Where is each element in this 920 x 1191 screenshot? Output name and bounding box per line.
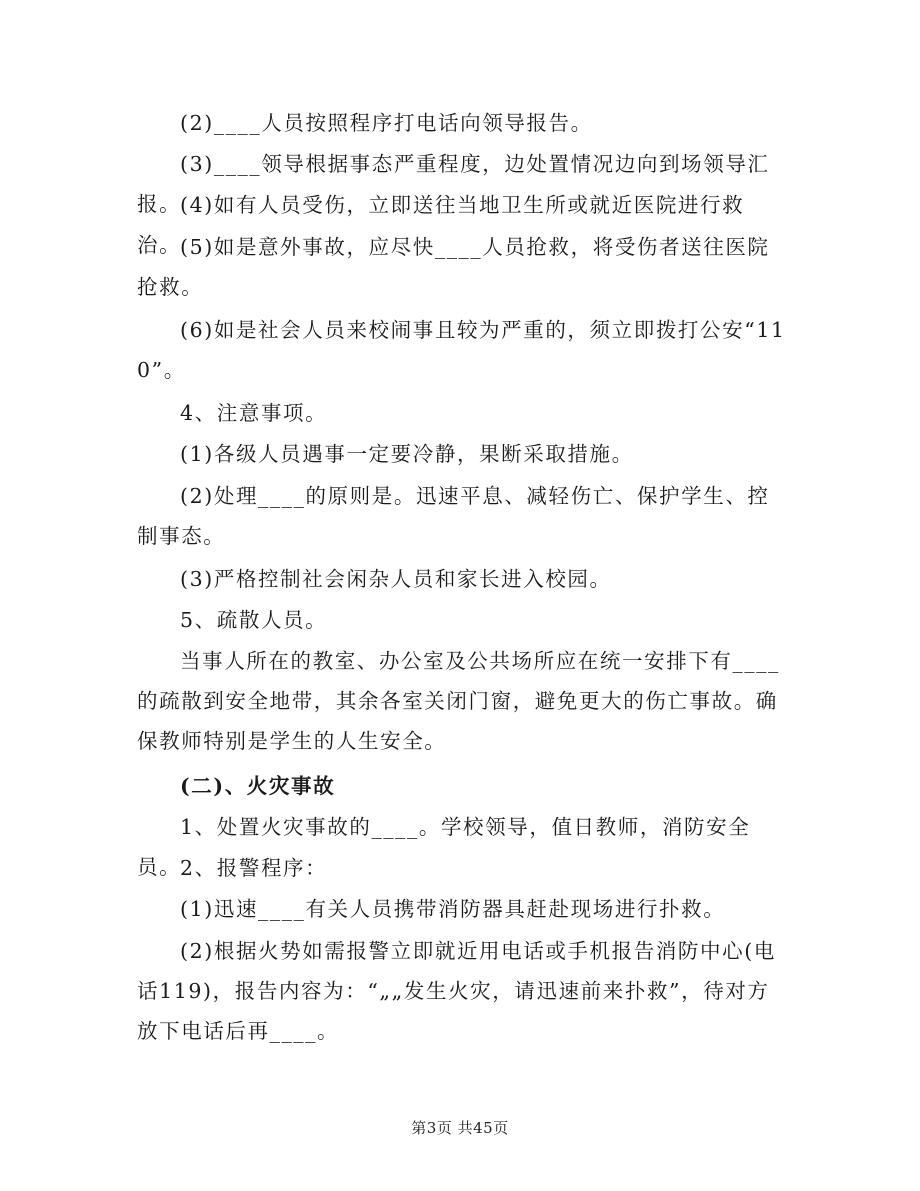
page-number-footer: 第3页 共45页 <box>411 1119 509 1137</box>
paragraph-step-4-injury: (4)如有人员受伤，立即送往当地卫生所或就近医院进行救治。 <box>137 193 745 257</box>
paragraph-step-6-police: (6)如是社会人员来校闹事且较为严重的，须立即拨打公安“110”。 <box>137 318 786 382</box>
paragraph-note-1: (1)各级人员遇事一定要冷静，果断采取措施。 <box>180 442 634 466</box>
paragraph-note-2: (2)处理____的原则是。迅速平息、减轻伤亡、保护学生、控制事态。 <box>137 484 770 548</box>
section-heading-notes: 4、注意事项。 <box>180 401 328 425</box>
paragraph-step-2-report: (2)____人员按照程序打电话向领导报告。 <box>180 111 593 135</box>
paragraph-fire-2-heading: 2、报警程序： <box>180 856 328 880</box>
section-heading-fire: (二)、火灾事故 <box>180 774 336 798</box>
paragraph-fire-step-1: (1)迅速____有关人员携带消防器具赶赴现场进行扑救。 <box>180 897 726 921</box>
section-heading-evacuation: 5、疏散人员。 <box>180 608 328 632</box>
paragraph-note-3: (3)严格控制社会闲杂人员和家长进入校园。 <box>180 567 612 591</box>
paragraph-fire-step-2: (2)根据火势如需报警立即就近用电话或手机报告消防中心(电话119)，报告内容为：“„„发生火灾，请迅速前来扑救”，待对方放下电话后再____。 <box>137 939 776 1043</box>
paragraph-fire-1: 1、处置火灾事故的____。学校领导，值日教师，消防安全员。 <box>137 815 751 879</box>
paragraph-step-3-leader: (3)____领导根据事态严重程度，边处置情况边向到场领导汇报。 <box>137 152 770 216</box>
paragraph-step-5-accident: (5)如是意外事故，应尽快____人员抢救，将受伤者送往医院抢救。 <box>137 235 770 299</box>
paragraph-evacuation: 当事人所在的教室、办公室及公共场所应在统一安排下有____的疏散到安全地带，其余各室关闭门窗，避免更大的伤亡事故。确保教师特别是学生的人生安全。 <box>137 649 780 753</box>
